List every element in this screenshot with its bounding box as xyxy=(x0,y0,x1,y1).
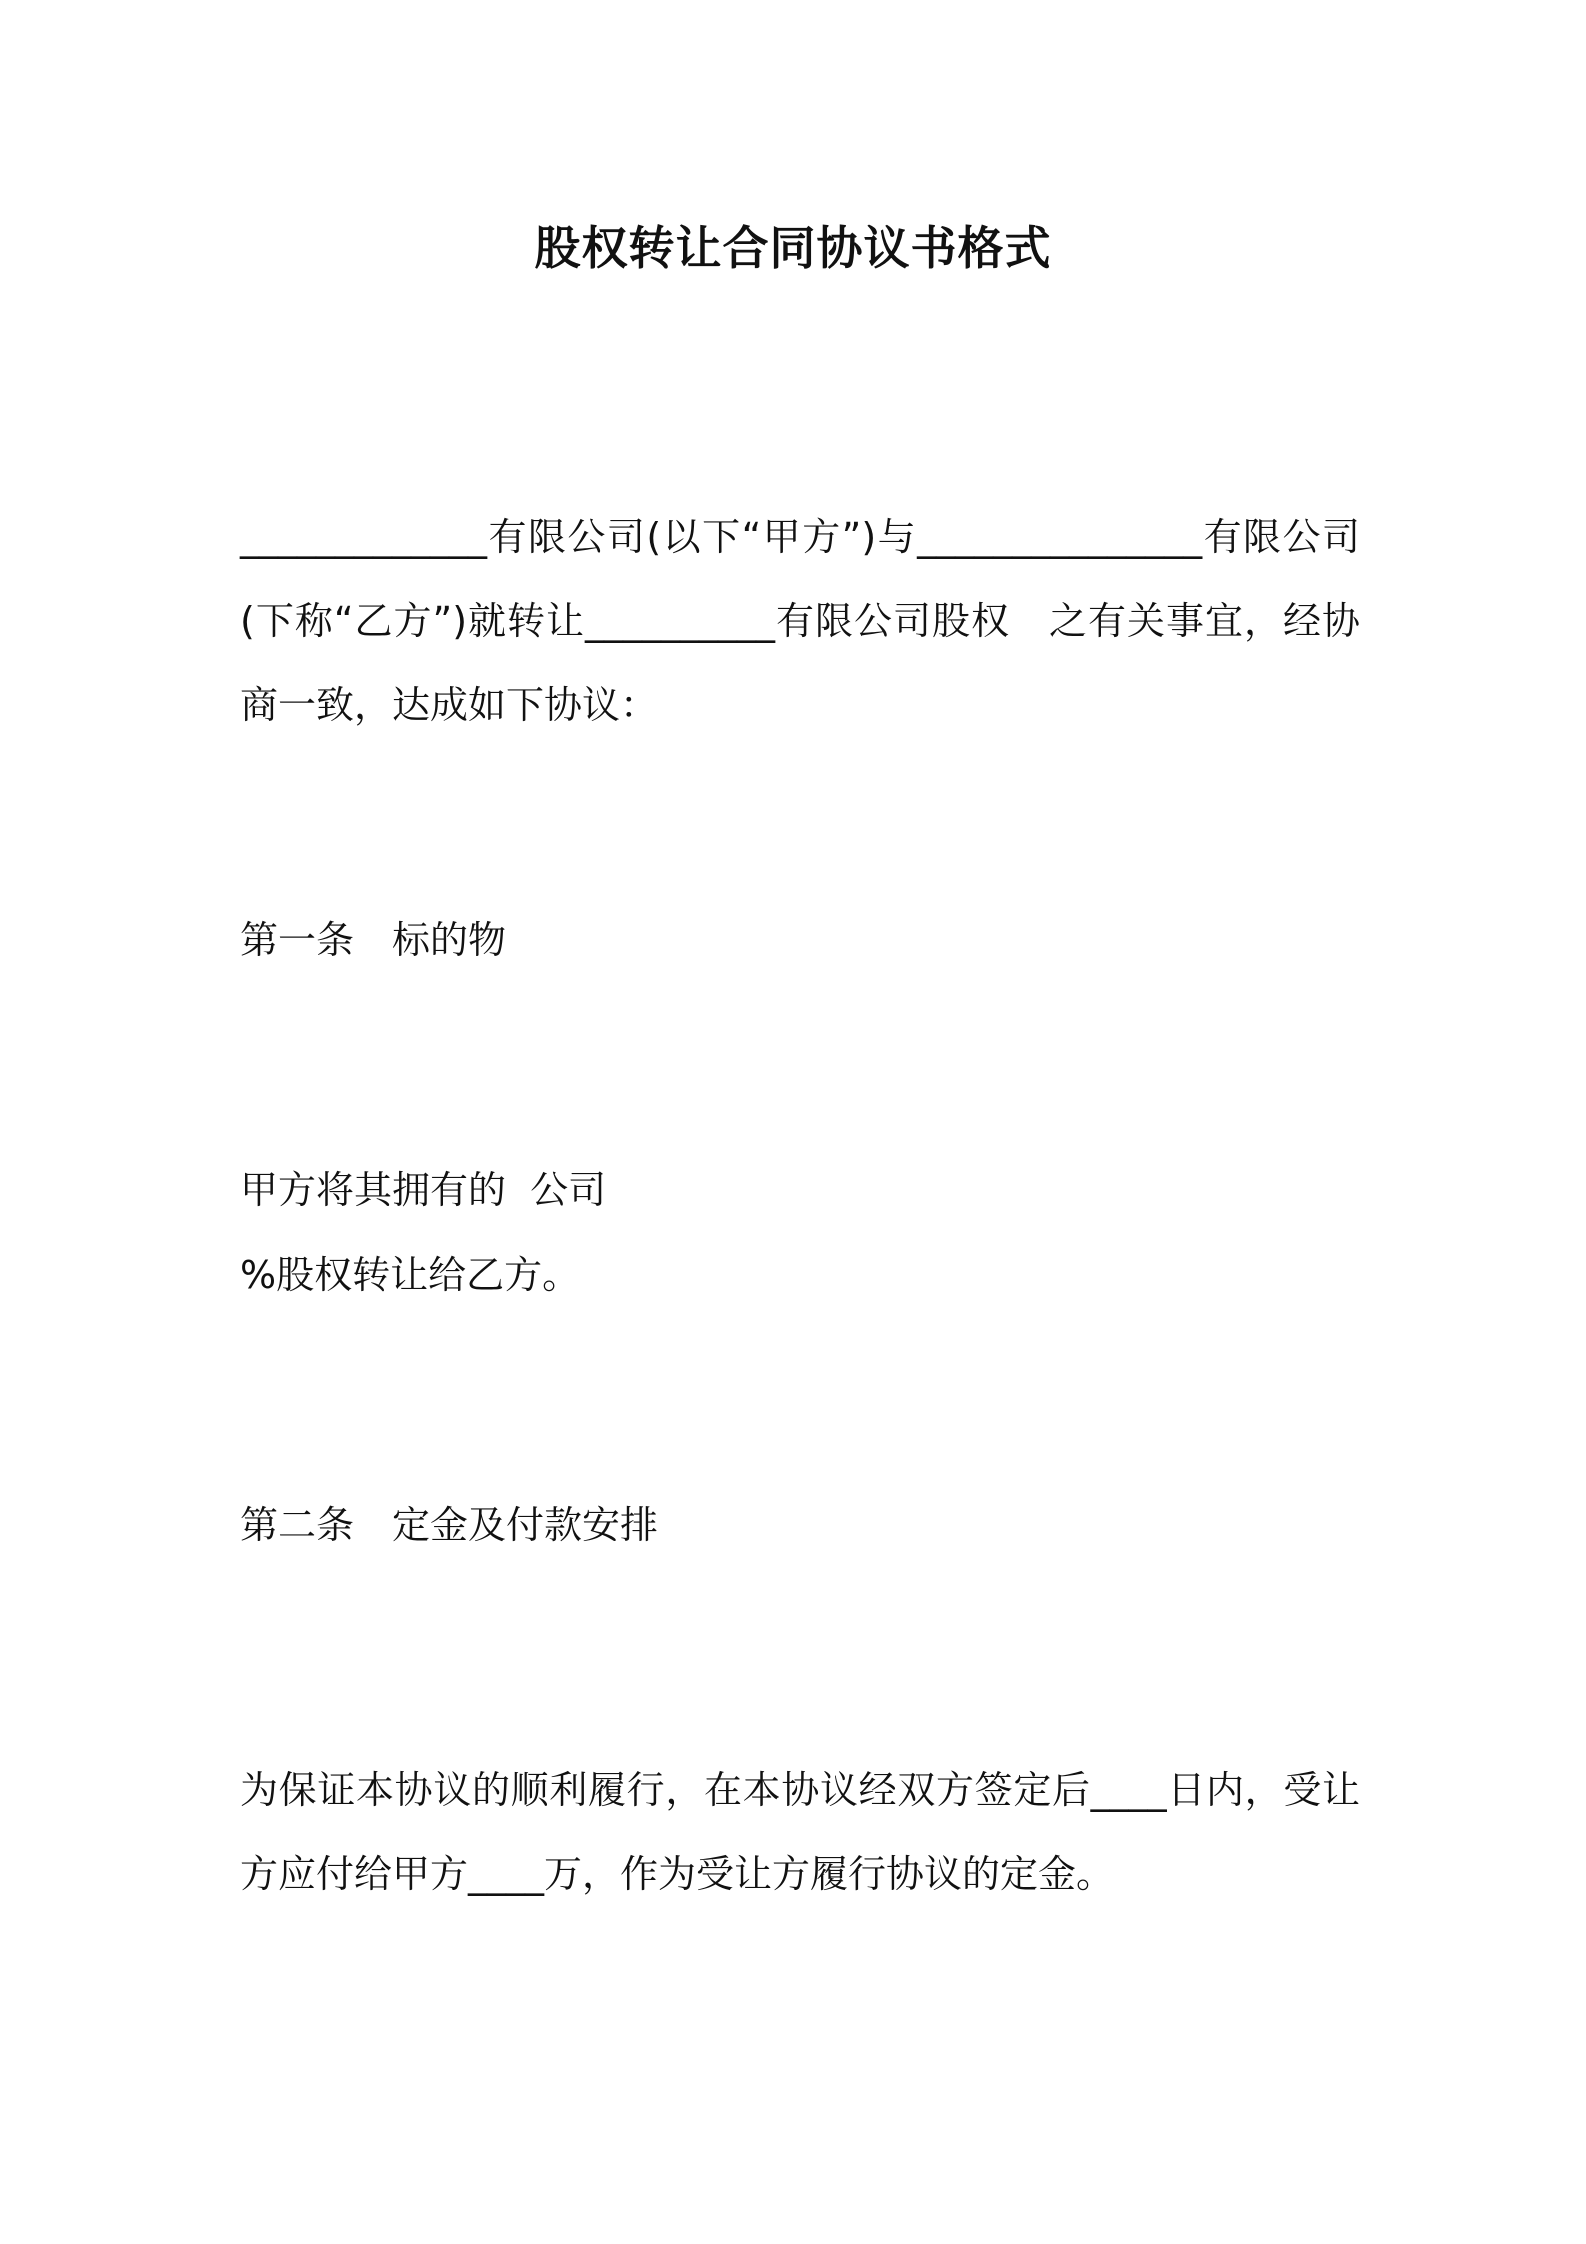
article-1-line-1: 甲方将其拥有的 公司 xyxy=(240,1168,607,1212)
article-2-paragraph: 为保证本协议的顺利履行，在本协议经双方签定后____日内，受让方应付给甲方____万，作为受让方履行协议的定金。 xyxy=(240,1768,1360,1896)
article-1-heading: 第一条 标的物 xyxy=(240,918,507,962)
intro-paragraph: _____________有限公司(以下“甲方”)与_______________有限公司(下称“乙方”)就转让__________有限公司股权 之有关事宜，经协商一致，达成如下协议： xyxy=(240,515,1360,727)
article-2-heading: 第二条 定金及付款安排 xyxy=(240,1503,659,1547)
document-title: 股权转让合同协议书格式 xyxy=(534,221,1052,275)
article-1-line-2: %股权转让给乙方。 xyxy=(240,1253,581,1297)
